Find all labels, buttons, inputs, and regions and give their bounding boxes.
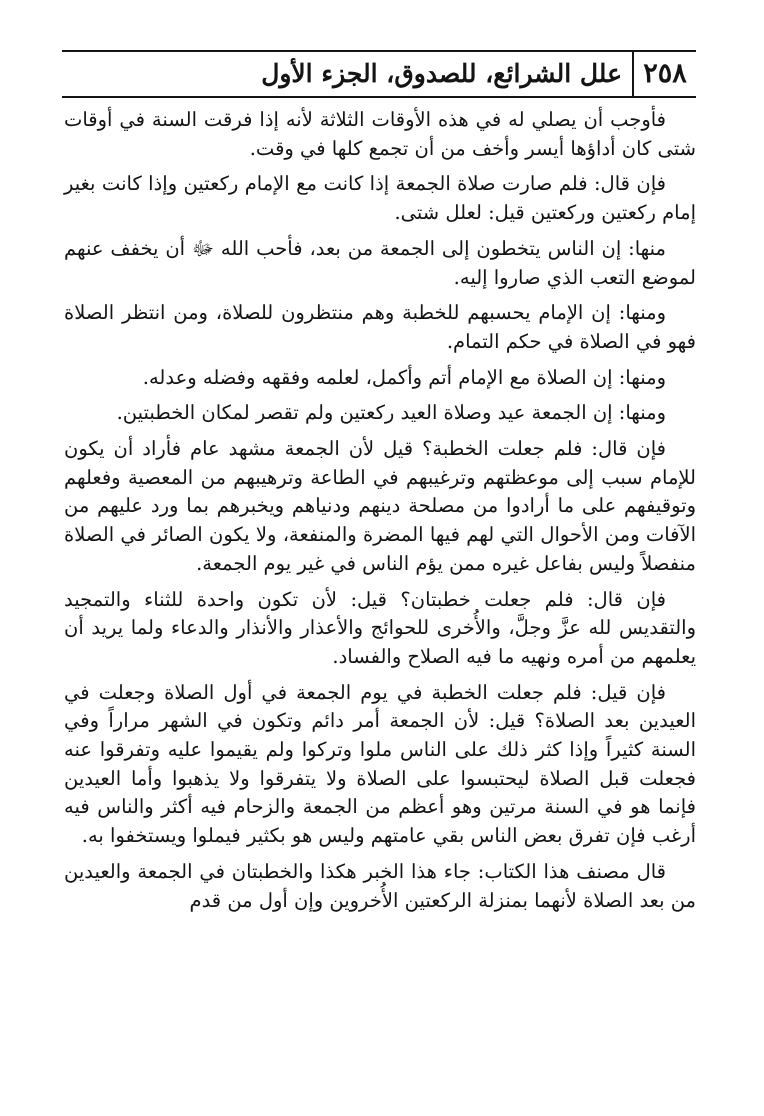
paragraph-7: فإن قال: فلم جعلت الخطبة؟ قيل لأن الجمعة مشهد عام فأراد أن يكون للإمام سبب إلى موعظتهم وترغيبهم في الطاعة وترهيبهم من المعصية وفعلهم وتوقيفهم على ما أرادوا من مصلحة دينهم ودنياهم ويخبرهم بما ورد عليهم من الآفات ومن الأحوال التي لهم فيها المضرة والمنفعة، ولا يكون الصائر في الصلاة منفصلاً وليس بفاعل غيره ممن يؤم الناس في غير يوم الجمعة. <box>64 437 696 575</box>
paragraph-8: فإن قال: فلم جعلت خطبتان؟ قيل: لأن تكون واحدة للثناء والتمجيد والتقديس لله عزَّ وجلَّ، والأُخرى للحوائج والأعذار والأنذار والدعاء ولما يريد أن يعلمهم من أمره ونهيه ما فيه الصلاح والفساد. <box>64 587 696 668</box>
paragraph-6: ومنها: إن الجمعة عيد وصلاة العيد ركعتين ولم تقصر لمكان الخطبتين. <box>116 401 666 425</box>
paragraph-2: فإن قال: فلم صارت صلاة الجمعة إذا كانت مع الإمام ركعتين وإذا كانت بغير إمام ركعتين وركعتين قيل: لعلل شتى. <box>64 172 696 225</box>
paragraph-5: ومنها: إن الصلاة مع الإمام أتم وأكمل، لعلمه وفقهه وفضله وعدله. <box>142 365 666 389</box>
paragraph-3: منها: إن الناس يتخطون إلى الجمعة من بعد، فأحب الله ﷻ أن يخفف عنهم لموضع التعب الذي صاروا إليه. <box>64 236 696 289</box>
page-number: ٢٥٨ <box>632 52 696 96</box>
paragraph-1: فأوجب أن يصلي له في هذه الأوقات الثلاثة لأنه إذا فرقت السنة في أوقات شتى كان أداؤها أيسر وأخف من أن تجمع كلها في وقت. <box>64 108 696 160</box>
paragraph-9: فإن قيل: فلم جعلت الخطبة في يوم الجمعة في أول الصلاة وجعلت في العيدين بعد الصلاة؟ قيل: لأن الجمعة أمر دائم وتكون في الشهر مراراً وفي السنة كثيراً وإذا كثر ذلك على الناس ملوا وتركوا ولم يقيموا عليه وتفرقوا عنه فجعلت قبل الصلاة ليحتبسوا على الصلاة ولا يتفرقوا ولا يذهبوا وأما العيدين فإنما هو في السنة مرتين وهو أعظم من الجمعة والزحام فيه أكثر والناس فيه أرغب فإن تفرق بعض الناس بقي عامتهم وليس هو بكثير فيملوا ويستخفوا به. <box>64 680 696 848</box>
page-header <box>62 50 696 98</box>
body-text <box>64 106 696 922</box>
paragraph-10: قال مصنف هذا الكتاب: جاء هذا الخبر هكذا والخطبتان في الجمعة والعيدين من بعد الصلاة لأنهما بمنزلة الركعتين الأُخروين وإن أول من قدم <box>64 859 696 912</box>
running-title: علل الشرائع، للصدوق، الجزء الأول <box>261 59 622 88</box>
paragraph-4: ومنها: إن الإمام يحسبهم للخطبة وهم منتظرون للصلاة، ومن انتظر الصلاة فهو في الصلاة في حكم التمام. <box>64 301 696 353</box>
